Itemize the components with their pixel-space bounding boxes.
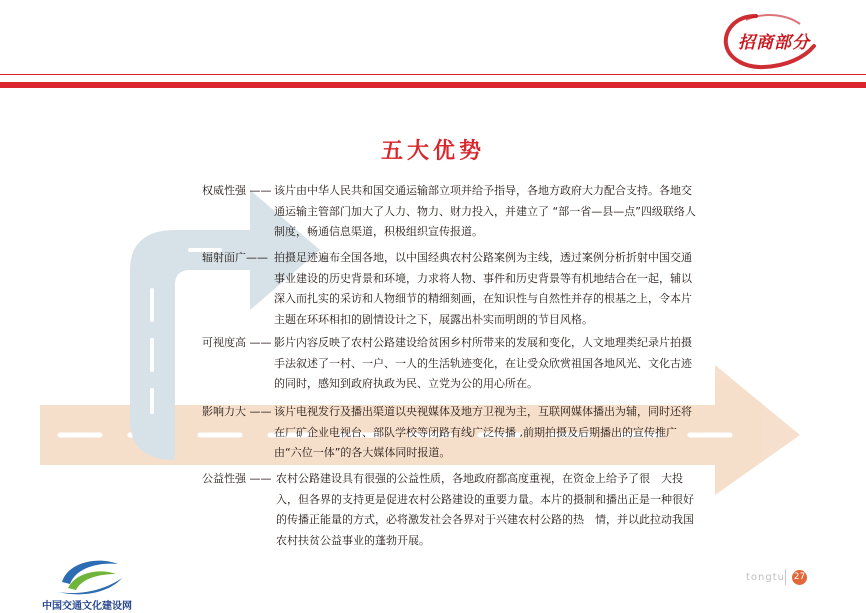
header-rule-thick: [0, 82, 866, 88]
section-influence: [202, 402, 702, 464]
section-text: 农村公路建设具有很强的公益性质，各地政府都高度重视，在资金上给予了很 大投入，但各界的支持更是促进农村公路建设的重要力量。本片的摄制和播出正是一种很好的传播正能量的方式，必将激发社会各界对于兴建农村公路的热 情，并以此拉动我国农村扶贫公益事业的蓬勃开展。: [276, 472, 694, 547]
section-label: 可视度高 ——: [202, 336, 272, 349]
section-label: 权威性强 ——: [202, 184, 272, 197]
page-title: 五大优势: [380, 138, 485, 164]
section-label: 公益性强 ——: [202, 472, 272, 485]
section-text: 该片由中华人民共和国交通运输部立项并给予指导，各地方政府大力配合支持。各地交通运输主管部门加大了人力、物力、财力投入，并建立了 “部一省—县—点”四级联络人制度，畅通信息渠道，积极组织宣传报道。: [274, 184, 696, 238]
section-authority: [202, 181, 702, 243]
section-text: 影片内容反映了农村公路建设给贫困乡村所带来的发展和变化，人文地理类纪录片拍摄手法叙述了一村、一户、一人的生活轨迹变化，在让受众欣赏祖国各地风光、文化古迹的同时，感知到政府执政为民、立党为公的用心所在。: [274, 336, 692, 390]
section-label: 辐射面广——: [202, 251, 268, 264]
section-text: 该片电视发行及播出渠道以央视媒体及地方卫视为主，互联网媒体播出为辅，同时还将在厂矿企业电视台、部队学校等闭路有线广泛传播 ,前期拍摄及后期播出的宣传推广由“六位一体”的各大媒体同时报道。: [274, 405, 692, 459]
section-reach: [202, 248, 702, 330]
section-public-welfare: [202, 469, 702, 551]
section-text: 拍摄足迹遍布全国各地，以中国经典农村公路案例为主线，透过案例分析折射中国交通事业建设的历史背景和环境，力求将人物、事件和历史背景等有机地结合在一起，辅以深入而扎实的采访和人物细节的精细刻画，在知识性与自然性并存的根基之上，令本片主题在环环相扣的剧情设计之下，展露出朴实而明朗的节目风格。: [274, 251, 692, 326]
section-label: 影响力大 ——: [202, 405, 272, 418]
org-logo-icon: [54, 552, 126, 596]
brand-mark: tongtu: [746, 572, 785, 583]
section-visibility: [202, 333, 702, 395]
footer-divider: [785, 569, 786, 585]
header-rule-thin: [0, 74, 866, 75]
page-number-badge: 27: [792, 570, 807, 585]
org-name: 中国交通文化建设网: [42, 601, 132, 612]
seal-text: 招商部分: [738, 33, 810, 53]
